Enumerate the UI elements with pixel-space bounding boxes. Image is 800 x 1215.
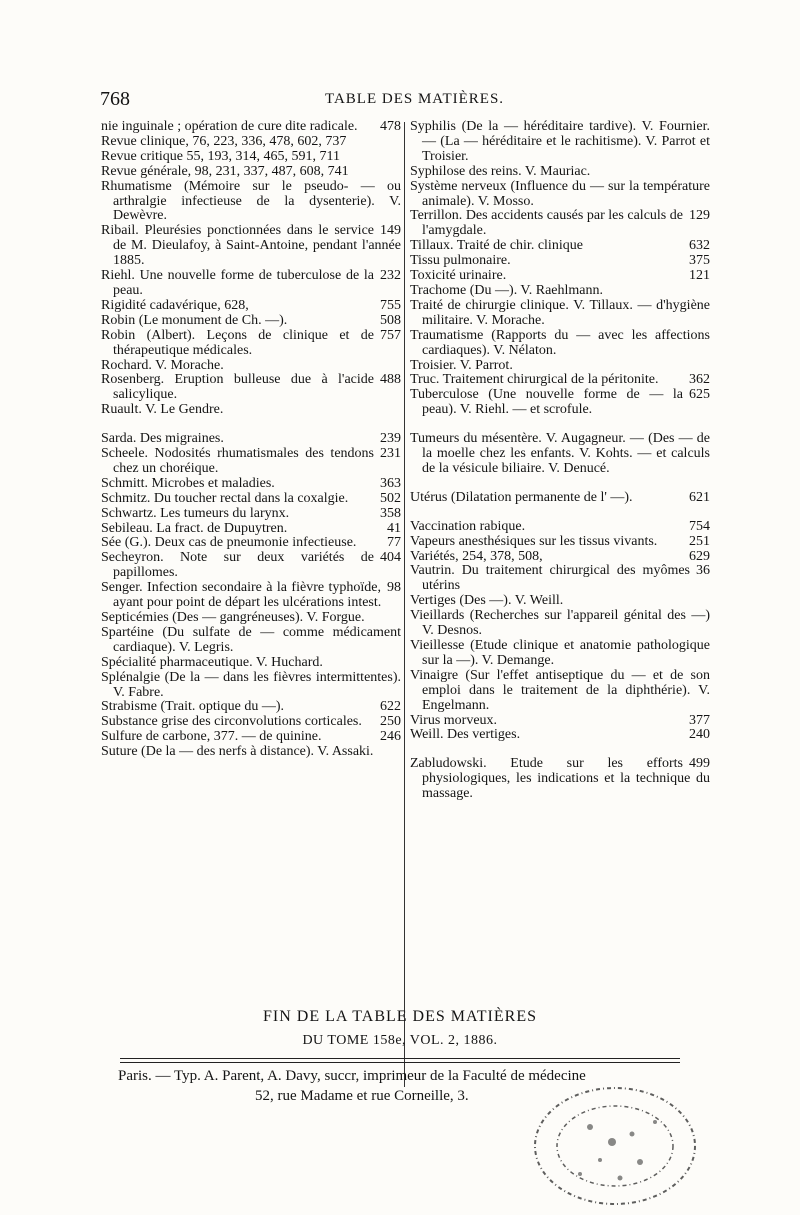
entry-text: Traumatisme (Rapports du — avec les affections cardiaques). V. Nélaton. xyxy=(410,327,710,358)
entry-pages: 625 xyxy=(689,387,710,403)
entry-text: Tissu pulmonaire. xyxy=(410,253,511,269)
entry-pages: 757 xyxy=(380,327,401,343)
index-entry xyxy=(410,329,710,359)
index-entry xyxy=(410,165,710,180)
index-entry xyxy=(410,254,710,269)
entry-text: Tillaux. Traité de chir. clinique xyxy=(410,238,583,254)
index-entry xyxy=(101,180,401,225)
entry-pages: 239 xyxy=(380,431,401,447)
volume-line: DU TOME 158e, VOL. 2, 1886. xyxy=(302,1033,498,1048)
index-entry xyxy=(410,432,710,477)
index-entry xyxy=(101,477,401,492)
entry-text: Weill. Des vertiges. xyxy=(410,727,521,743)
index-entry xyxy=(101,403,401,418)
footer-rule xyxy=(120,1062,680,1063)
index-entry xyxy=(101,715,401,730)
entry-text: Schwartz. Les tumeurs du larynx. xyxy=(101,505,290,521)
entry-pages: 358 xyxy=(380,505,401,521)
entry-text: Revue générale, 98, 231, 337, 487, 608, 741 xyxy=(101,163,349,179)
entry-text: Rigidité cadavérique, 628, xyxy=(101,297,249,313)
index-entry xyxy=(410,714,710,729)
entry-text: Ribail. Pleurésies ponctionnées dans le service de M. Dieulafoy, à Saint-Antoine, pendant l'année 1885. xyxy=(101,223,401,269)
entry-text: Revue critique 55, 193, 314, 465, 591, 711 xyxy=(101,148,341,164)
index-entry xyxy=(101,551,401,581)
entry-text: Vieillards (Recherches sur l'appareil génital des —) V. Desnos. xyxy=(410,608,710,639)
index-entry xyxy=(101,611,401,626)
entry-text: Robin (Le monument de Ch. —). xyxy=(101,312,288,328)
entry-text: Zabludowski. Etude sur les efforts physiologiques, les indications et la technique du massage. xyxy=(410,756,710,802)
page-number: 768 xyxy=(100,88,130,110)
index-entry xyxy=(410,609,710,639)
entry-text: nie inguinale ; opération de cure dite radicale. xyxy=(101,119,358,134)
section-gap xyxy=(410,743,710,757)
entry-text: Rosenberg. Eruption bulleuse due à l'acide salicylique. xyxy=(101,372,374,403)
index-entry xyxy=(410,180,710,210)
entry-text: Septicémies (Des — gangréneuses). V. Forgue. xyxy=(101,610,365,625)
index-entry xyxy=(101,536,401,551)
entry-pages: 362 xyxy=(689,372,710,388)
entry-text: Truc. Traitement chirurgical de la péritonite. xyxy=(410,372,659,388)
index-entry xyxy=(101,626,401,656)
section-gap xyxy=(410,418,710,432)
entry-text: Vaccination rabique. xyxy=(410,518,526,534)
entry-pages: 478 xyxy=(380,119,401,134)
index-entry xyxy=(410,284,710,299)
entry-text: Vapeurs anesthésiques sur les tissus vivants. xyxy=(410,533,658,549)
entry-text: Troisier. V. Parrot. xyxy=(410,357,513,373)
entry-pages: 240 xyxy=(689,727,710,743)
index-entry xyxy=(101,150,401,165)
entry-pages: 508 xyxy=(380,312,401,328)
entry-text: Splénalgie (De la — dans les fièvres intermittentes). V. Fabre. xyxy=(101,669,401,700)
entry-pages: 622 xyxy=(380,699,401,715)
index-entry xyxy=(410,639,710,669)
entry-pages: 363 xyxy=(380,475,401,491)
index-entry xyxy=(410,564,710,594)
entry-pages: 375 xyxy=(689,253,710,269)
index-entry xyxy=(101,165,401,180)
index-entry xyxy=(101,656,401,671)
index-entry xyxy=(410,120,710,165)
index-entry xyxy=(101,522,401,537)
entry-text: Sée (G.). Deux cas de pneumonie infectieuse. xyxy=(101,535,357,551)
entry-pages: 77 xyxy=(387,535,401,551)
footer-rule xyxy=(120,1058,680,1059)
index-entry xyxy=(101,432,401,447)
index-entry xyxy=(101,314,401,329)
entry-text: Substance grise des circonvolutions corticales. xyxy=(101,714,362,730)
entry-text: Vautrin. Du traitement chirurgical des myômes utérins xyxy=(410,563,690,594)
entry-pages: 246 xyxy=(380,729,401,745)
index-entry xyxy=(410,520,710,535)
index-entry xyxy=(410,550,710,565)
index-entry xyxy=(410,359,710,374)
index-entry xyxy=(410,757,710,802)
entry-text: Ruault. V. Le Gendre. xyxy=(101,402,224,418)
entry-pages: 377 xyxy=(689,712,710,728)
index-entry xyxy=(410,535,710,550)
entry-pages: 41 xyxy=(387,520,401,536)
index-entry xyxy=(101,492,401,507)
index-entry xyxy=(101,581,401,611)
entry-text: Traité de chirurgie clinique. V. Tillaux. — d'hygiène militaire. V. Morache. xyxy=(410,297,710,328)
entry-pages: 149 xyxy=(380,223,401,239)
index-entry xyxy=(101,120,401,135)
index-entry xyxy=(410,209,710,239)
entry-pages: 488 xyxy=(380,372,401,388)
section-gap xyxy=(101,418,401,432)
entry-text: Robin (Albert). Leçons de clinique et de thérapeutique médicales. xyxy=(101,327,374,358)
entry-pages: 231 xyxy=(380,446,401,462)
end-of-table-heading: FIN DE LA TABLE DES MATIÈRES xyxy=(263,1008,537,1025)
index-entry xyxy=(101,359,401,374)
entry-text: Revue clinique, 76, 223, 336, 478, 602, 737 xyxy=(101,133,347,149)
entry-text: Scheele. Nodosités rhumatismales des tendons chez un choréique. xyxy=(101,446,374,476)
entry-pages: 499 xyxy=(689,756,710,772)
entry-pages: 754 xyxy=(689,518,710,534)
entry-text: Senger. Infection secondaire à la fièvre typhoïde, ayant pour point de départ les ulcérations intest. xyxy=(101,580,382,611)
entry-pages: 621 xyxy=(689,489,710,505)
index-entry xyxy=(410,373,710,388)
entry-pages: 251 xyxy=(689,533,710,549)
index-column-right xyxy=(410,120,710,802)
index-entry xyxy=(410,728,710,743)
entry-text: Sulfure de carbone, 377. — de quinine. xyxy=(101,729,322,745)
index-entry xyxy=(101,745,401,760)
entry-text: Syphilis (De la — héréditaire tardive). V. Fournier. — (La — héréditaire et le rachitisme). V. Parrot et Troisier. xyxy=(410,119,710,164)
entry-pages: 632 xyxy=(689,238,710,254)
index-entry xyxy=(101,700,401,715)
section-gap xyxy=(410,477,710,491)
entry-pages: 36 xyxy=(696,563,710,579)
entry-text: Rhumatisme (Mémoire sur le pseudo- — ou arthralgie infectieuse de la dysenterie). V. Dewèvre. xyxy=(101,178,401,224)
entry-text: Suture (De la — des nerfs à distance). V. Assaki. xyxy=(101,744,374,760)
index-entry xyxy=(410,388,710,418)
entry-text: Virus morveux. xyxy=(410,712,498,728)
entry-pages: 629 xyxy=(689,548,710,564)
index-entry xyxy=(410,491,710,506)
index-entry xyxy=(101,299,401,314)
entry-text: Trachome (Du —). V. Raehlmann. xyxy=(410,282,603,298)
entry-pages: 502 xyxy=(380,490,401,506)
entry-text: Schmitz. Du toucher rectal dans la coxalgie. xyxy=(101,490,349,506)
entry-text: Sebileau. La fract. de Dupuytren. xyxy=(101,520,288,536)
index-entry xyxy=(410,594,710,609)
index-entry xyxy=(410,269,710,284)
entry-text: Riehl. Une nouvelle forme de tuberculose de la peau. xyxy=(101,268,374,298)
entry-text: Schmitt. Microbes et maladies. xyxy=(101,475,275,491)
index-entry xyxy=(101,447,401,477)
entry-text: Système nerveux (Influence du — sur la température animale). V. Mosso. xyxy=(410,178,710,209)
printer-imprint: Paris. — Typ. A. Parent, A. Davy, succr, imprimeur de la Faculté de médecine xyxy=(118,1068,586,1084)
printer-address: 52, rue Madame et rue Corneille, 3. xyxy=(255,1088,469,1104)
running-header xyxy=(100,88,700,112)
entry-text: Secheyron. Note sur deux variétés de papillomes. xyxy=(101,550,374,581)
index-entry xyxy=(410,239,710,254)
running-title: TABLE DES MATIÈRES. xyxy=(325,91,505,107)
entry-text: Strabisme (Trait. optique du —). xyxy=(101,699,285,715)
entry-text: Syphilose des reins. V. Mauriac. xyxy=(410,163,591,179)
entry-pages: 250 xyxy=(380,714,401,730)
index-entry xyxy=(410,299,710,329)
entry-text: Vinaigre (Sur l'effet antiseptique du — et de son emploi dans le traitement de la diphthérie). V. Engelmann. xyxy=(410,667,710,713)
entry-text: Vieillesse (Etude clinique et anatomie pathologique sur la —). V. Demange. xyxy=(410,638,710,668)
index-entry xyxy=(101,329,401,359)
entry-text: Vertiges (Des —). V. Weill. xyxy=(410,593,564,609)
index-entry xyxy=(101,373,401,403)
entry-text: Tuberculose (Une nouvelle forme de — la peau). V. Riehl. — et scrofule. xyxy=(410,387,683,418)
entry-pages: 129 xyxy=(689,208,710,224)
section-gap xyxy=(410,506,710,520)
entry-pages: 232 xyxy=(380,268,401,284)
entry-pages: 121 xyxy=(689,268,710,284)
entry-text: Sarda. Des migraines. xyxy=(101,431,224,447)
entry-text: Utérus (Dilatation permanente de l' —). xyxy=(410,489,633,505)
column-divider xyxy=(404,122,405,1087)
index-entry xyxy=(101,224,401,269)
entry-text: Variétés, 254, 378, 508, xyxy=(410,548,543,564)
index-entry xyxy=(101,269,401,299)
index-entry xyxy=(101,507,401,522)
index-entry xyxy=(410,669,710,714)
index-entry xyxy=(101,135,401,150)
entry-pages: 98 xyxy=(387,580,401,596)
entry-pages: 755 xyxy=(380,297,401,313)
entry-text: Tumeurs du mésentère. V. Augagneur. — (Des — de la moelle chez les enfants. V. Kohts. — et calculs de la vésicule biliaire. V. Denucé. xyxy=(410,431,710,476)
entry-text: Spartéine (Du sulfate de — comme médicament cardiaque). V. Legris. xyxy=(101,624,401,655)
index-entry xyxy=(101,671,401,701)
entry-text: Spécialité pharmaceutique. V. Huchard. xyxy=(101,654,323,670)
entry-text: Rochard. V. Morache. xyxy=(101,357,224,373)
entry-pages: 404 xyxy=(380,550,401,566)
index-entry xyxy=(101,730,401,745)
entry-text: Toxicité urinaire. xyxy=(410,268,507,284)
index-column-left xyxy=(101,120,401,760)
entry-text: Terrillon. Des accidents causés par les calculs de l'amygdale. xyxy=(410,208,683,239)
